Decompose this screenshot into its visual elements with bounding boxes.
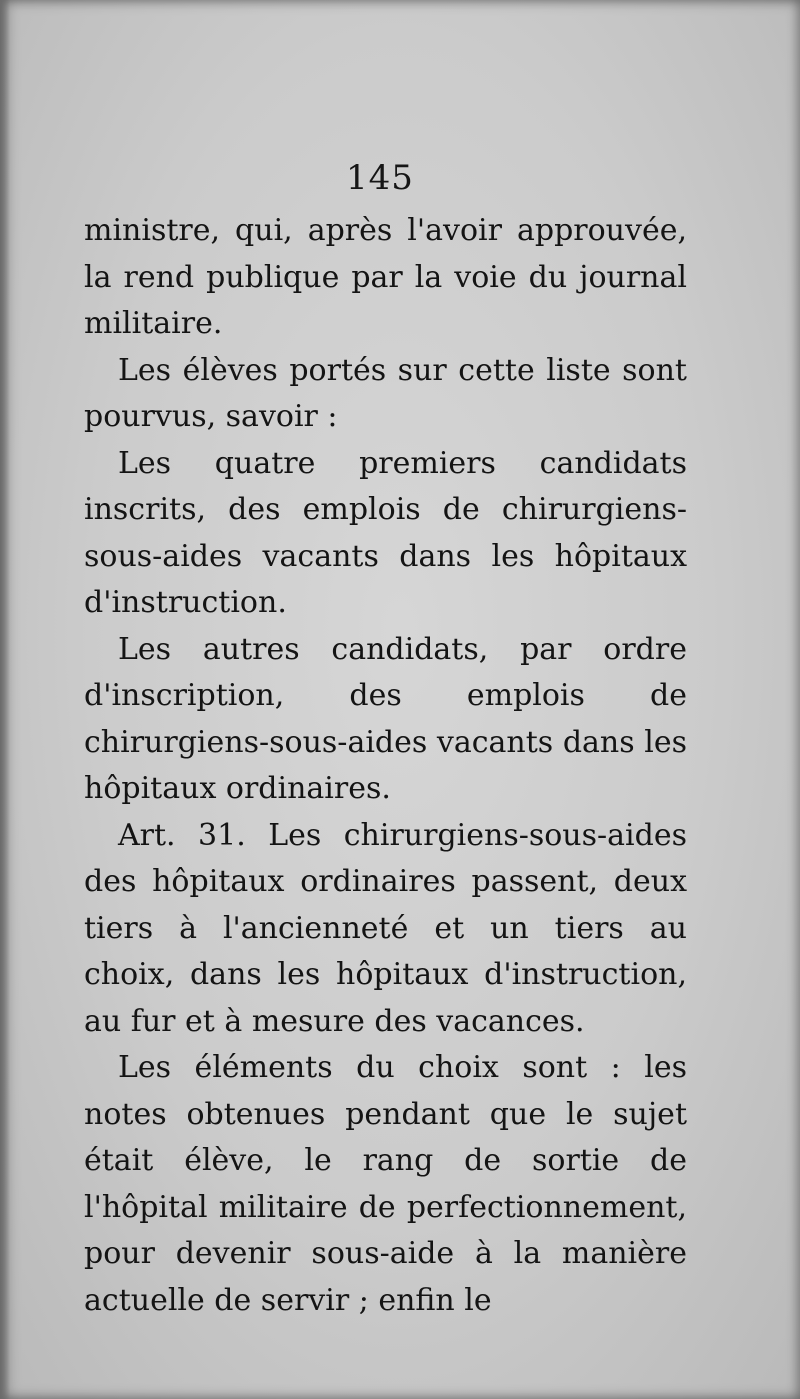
paragraph: Les éléments du choix sont : les notes obtenues pendant que le sujet était élève, le rang de sortie de l'hôpital militaire de perfectionnement, pour devenir sous-aide à la manière actuelle de servir ; enfin le — [84, 1050, 687, 1318]
paragraph: Les quatre premiers candidats inscrits, des emplois de chirurgiens-sous-aides vacants dans les hôpitaux d'instruction. — [84, 445, 687, 620]
paragraph-article-31: Art. 31. Les chirurgiens-sous-aides des hôpitaux ordinaires passent, deux tiers à l'ancienneté et un tiers au choix, dans les hôpitaux d'instruction, au fur et à mesure des vacances. — [84, 817, 687, 1039]
paragraph: Les autres candidats, par ordre d'inscription, des emplois de chirurgiens-sous-aides vacants dans les hôpitaux ordinaires. — [84, 631, 687, 806]
paragraph: ministre, qui, après l'avoir approuvée, la rend publique par la voie du journal militaire. — [84, 213, 687, 341]
page-edge-shadow — [0, 0, 10, 1399]
page-body — [84, 208, 687, 1324]
page-number: 145 — [346, 158, 414, 198]
paragraph: Les élèves portés sur cette liste sont pourvus, savoir : — [84, 352, 687, 434]
